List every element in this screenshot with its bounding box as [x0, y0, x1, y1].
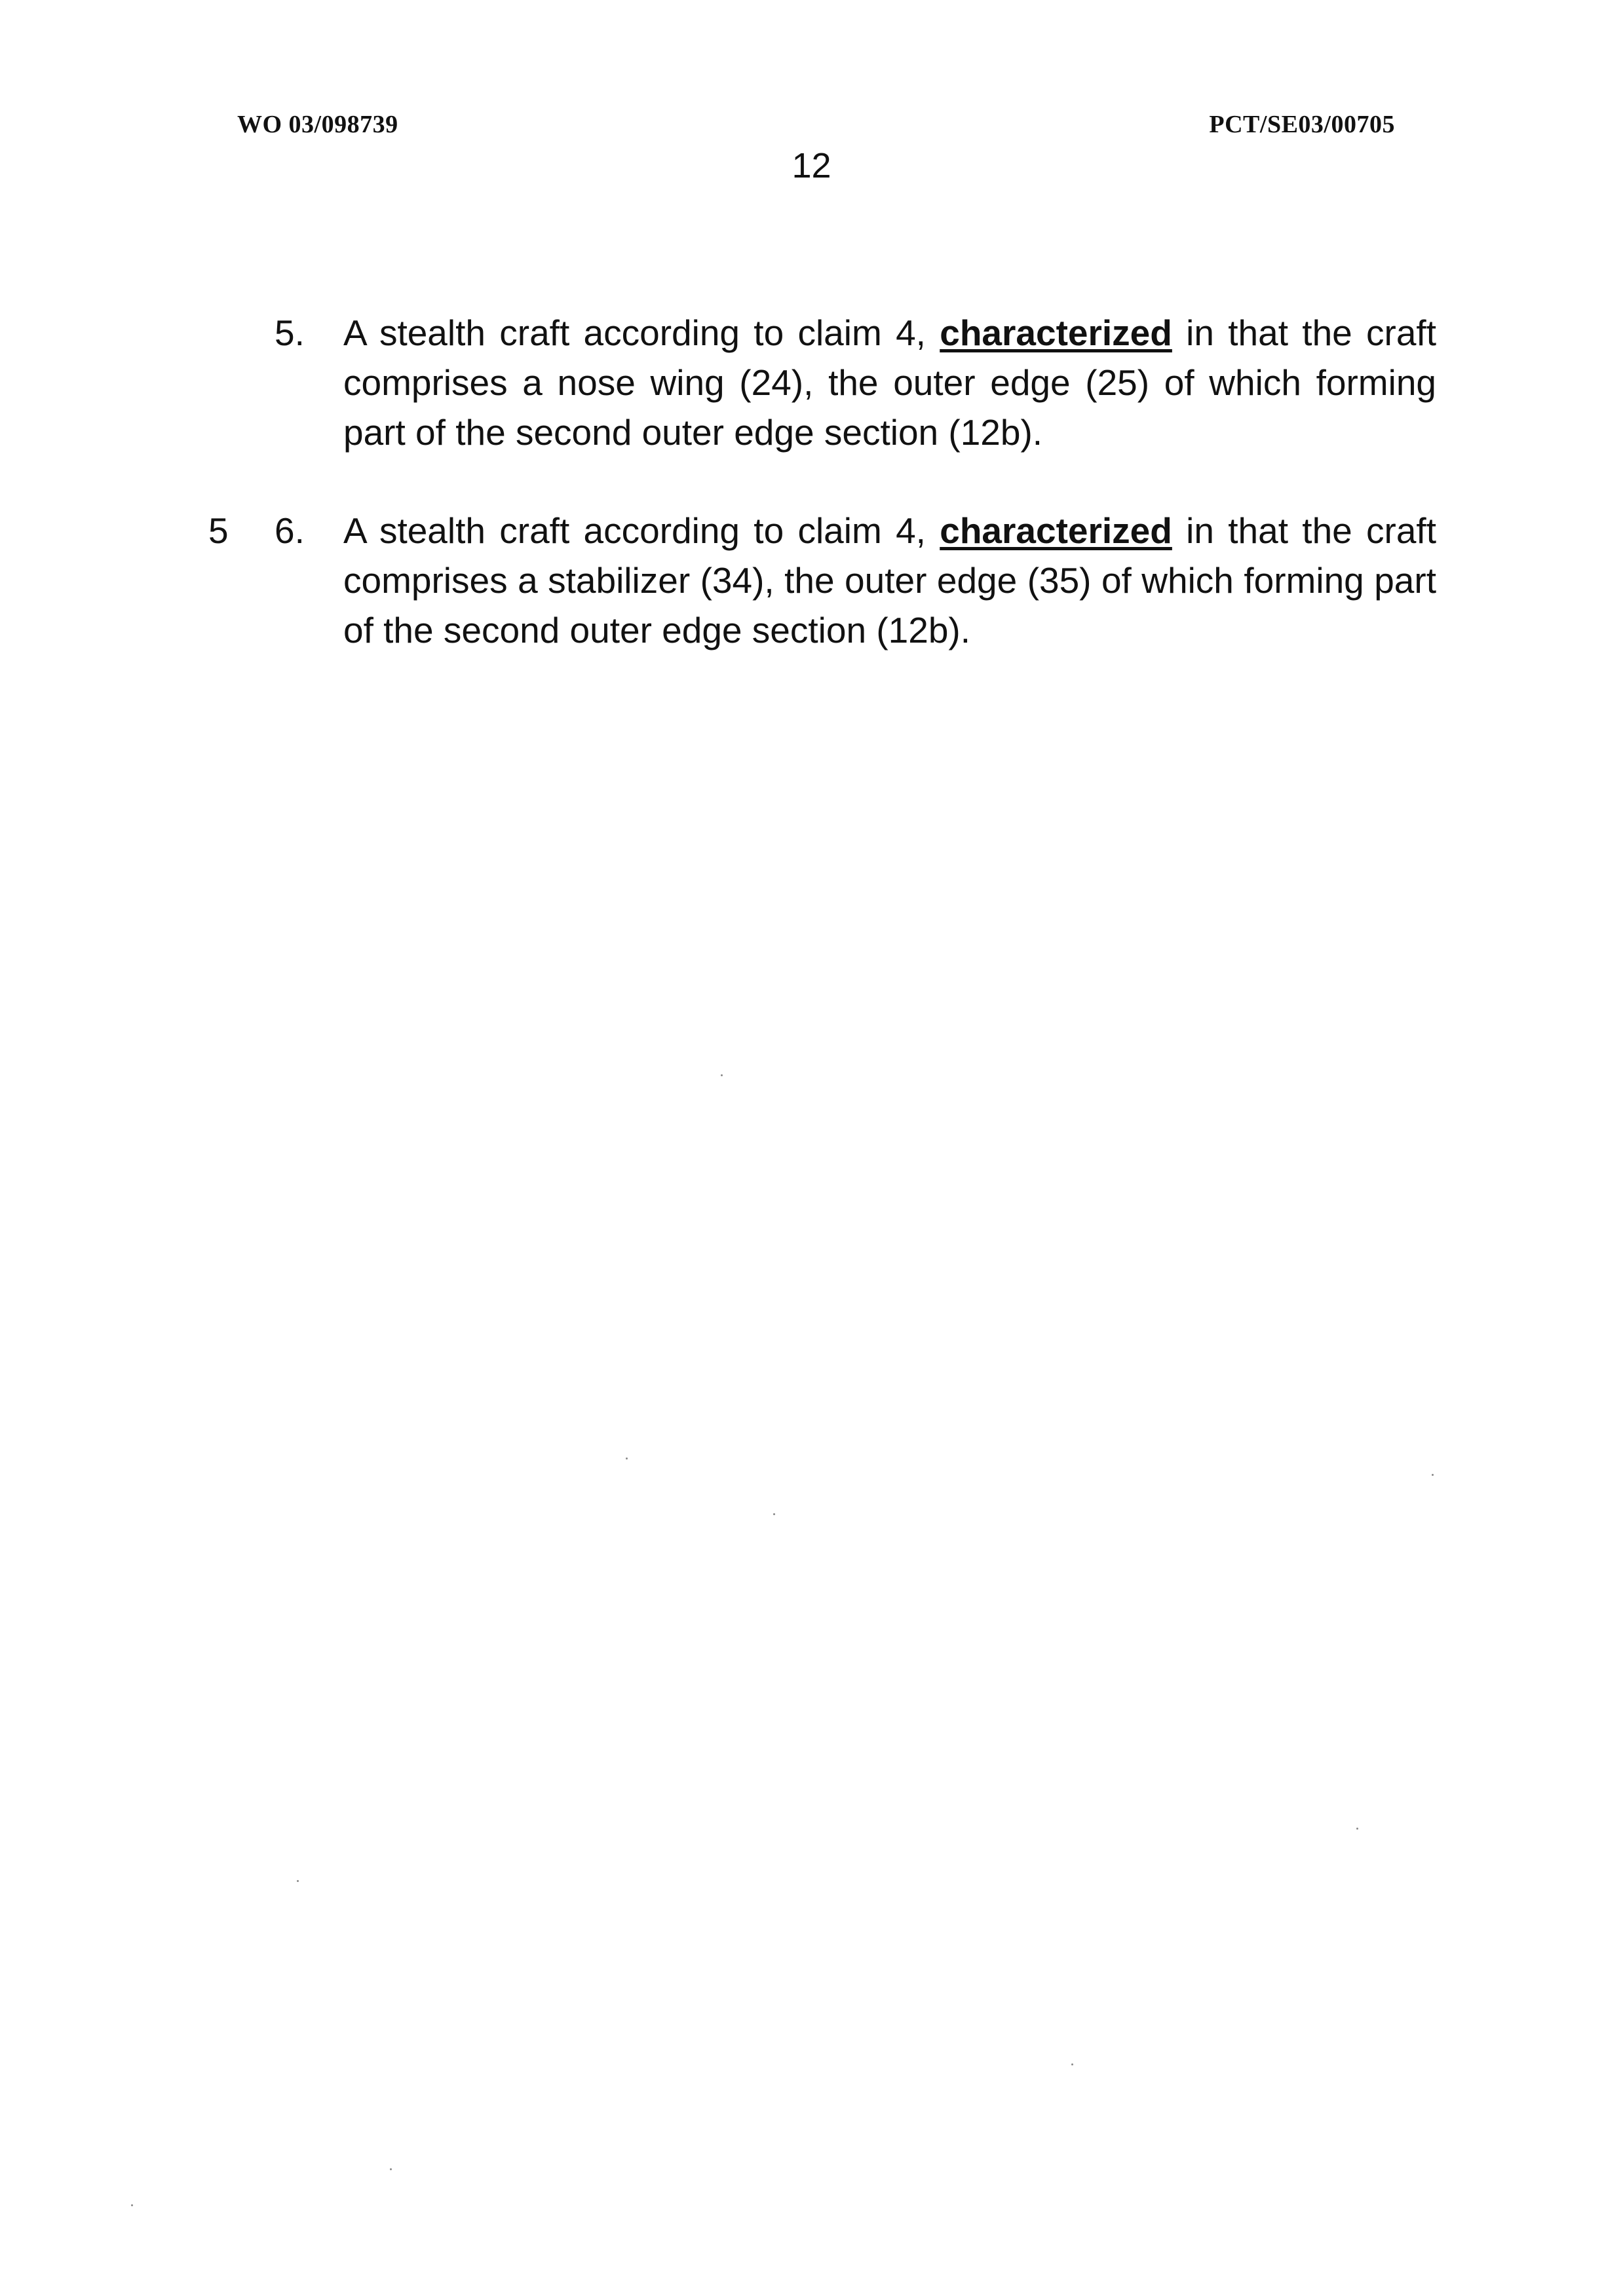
scan-speck — [1432, 1474, 1434, 1476]
scan-speck — [773, 1513, 775, 1515]
scan-speck — [1356, 1828, 1358, 1830]
claim-emphasis: characterized — [940, 312, 1172, 353]
scan-speck — [626, 1458, 628, 1459]
claim-5 — [275, 308, 1436, 457]
claim-text-rest: in that the craft comprises a stabilizer (34), the outer edge (35) of which forming part of the second outer edge section (12b). — [343, 510, 1436, 650]
margin-line-number: 5 — [208, 510, 229, 551]
scan-speck — [721, 1074, 723, 1076]
claim-number: 6. — [275, 510, 305, 551]
page-number: 12 — [792, 146, 831, 185]
claim-text — [343, 312, 1436, 453]
claim-text — [343, 510, 1436, 650]
application-number: PCT/SE03/00705 — [1209, 111, 1395, 138]
claim-emphasis: characterized — [940, 510, 1172, 551]
claim-6 — [275, 506, 1436, 655]
scan-speck — [390, 2168, 392, 2170]
claim-text-lead: A stealth craft according to claim 4, — [343, 312, 940, 353]
claim-text-lead: A stealth craft according to claim 4, — [343, 510, 940, 551]
scan-speck — [297, 1880, 299, 1882]
scan-speck — [131, 2204, 133, 2206]
publication-number: WO 03/098739 — [237, 111, 398, 138]
claim-text-rest: in that the craft comprises a nose wing (24), the outer edge (25) of which forming part of the second outer edge section (12b). — [343, 312, 1436, 453]
claim-number: 5. — [275, 312, 305, 353]
scan-speck — [1071, 2063, 1073, 2065]
